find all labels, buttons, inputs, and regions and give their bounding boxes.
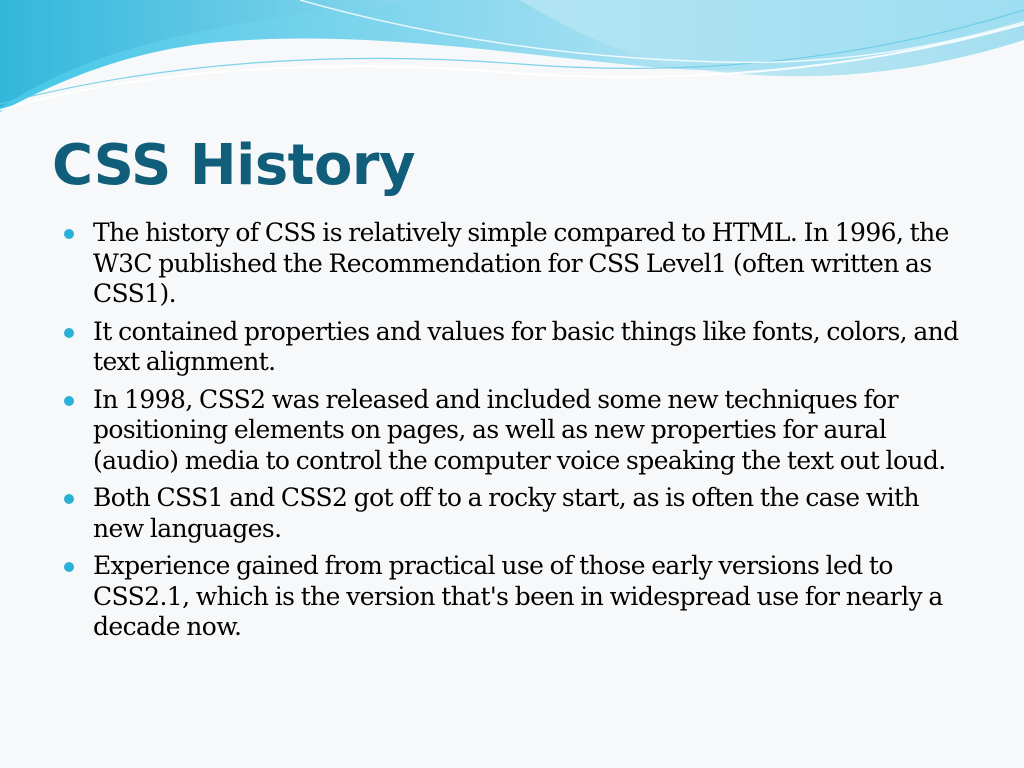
bullet-text: Both CSS1 and CSS2 got off to a rocky start, as is often the case with new languages. bbox=[93, 483, 919, 543]
bullet-dot-icon bbox=[64, 396, 74, 406]
bullet-text: In 1998, CSS2 was released and included some new techniques for positioning elements on pages, as well as new properties for aural (audio) media to control the computer voice speaking the text out loud. bbox=[93, 384, 946, 475]
bullet-dot-icon bbox=[64, 494, 74, 504]
bullet-list bbox=[64, 218, 964, 650]
bullet-dot-icon bbox=[64, 328, 74, 338]
bullet-dot-icon bbox=[64, 562, 74, 572]
decorative-wave-header bbox=[0, 0, 1024, 130]
bullet-item bbox=[64, 385, 964, 477]
bullet-text: The history of CSS is relatively simple compared to HTML. In 1996, the W3C published the Recommendation for CSS Level1 (often written as CSS1). bbox=[93, 218, 949, 308]
slide-title: CSS History bbox=[52, 133, 416, 198]
bullet-item bbox=[64, 218, 964, 310]
bullet-text: Experience gained from practical use of those early versions led to CSS2.1, which is the version that's been in widespread use for nearly a decade now. bbox=[93, 551, 943, 641]
bullet-item bbox=[64, 551, 964, 643]
bullet-item bbox=[64, 483, 964, 544]
bullet-dot-icon bbox=[64, 229, 74, 239]
bullet-item bbox=[64, 317, 964, 378]
bullet-text: It contained properties and values for basic things like fonts, colors, and text alignment. bbox=[93, 316, 959, 376]
